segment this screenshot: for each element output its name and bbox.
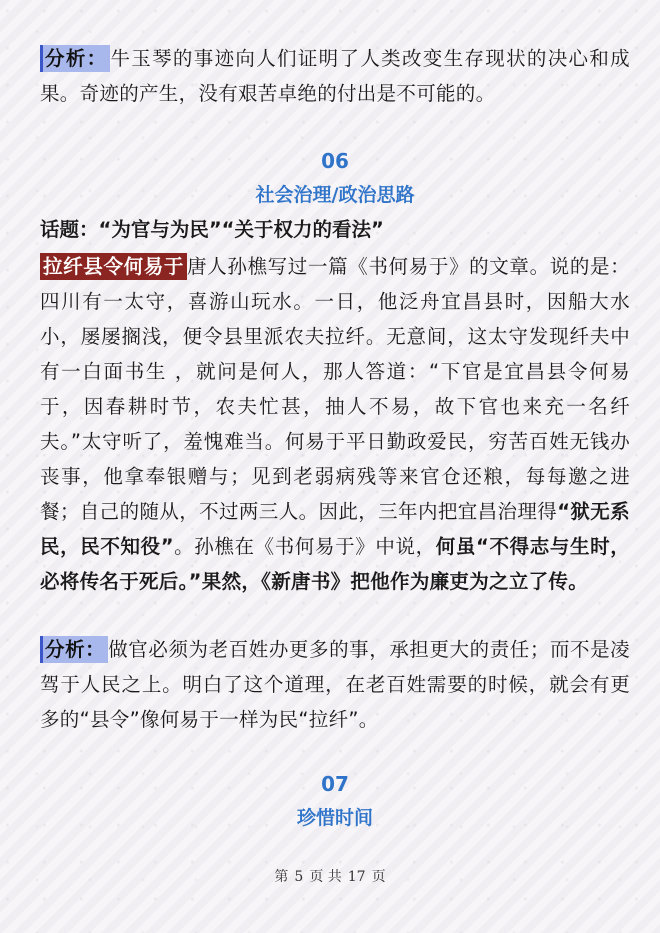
analysis-label: 分析：	[40, 636, 108, 663]
analysis-paragraph-2	[40, 632, 630, 737]
analysis-text: 做官必须为老百姓办更多的事，承担更大的责任；而不是凌驾于人民之上。明白了这个道理，在老百姓需要的时候，就会有更多的“县令”像何易于一样为民“拉纤”。	[40, 638, 630, 731]
story-quote-2: 何虽“不得志与生时，必将传名于死后。”果然，《新唐书》把他作为廉吏为之立了传。	[40, 535, 630, 593]
story-text-1: 唐人孙樵写过一篇《书何易于》的文章。说的是：四川有一太守，喜游山玩水。一日，他泛舟宜昌县时，因船大水小，屡屡搁浅，便令县里派农夫拉纤。无意间，这太守发现纤夫中有一白面书生 ，就问是何人，那人答道：“下官是宜昌县令何易于，因春耕时节，农夫忙甚，抽人不易，故下官也来充一名纤夫。”太守听了，羞愧难当。何易于平日勤政爱民，穷苦百姓无钱办丧事，他拿奉银赠与；见到老弱病残等来官仓还粮，每每邀之进餐；自己的随从，不过两三人。因此，三年内把宜昌治理得	[40, 255, 630, 523]
footer-prefix: 第	[274, 869, 289, 885]
footer-mid: 页 共	[309, 869, 342, 885]
section-title: 珍惜时间	[296, 807, 373, 829]
footer-suffix: 页	[371, 869, 386, 885]
section-number: 06	[321, 149, 349, 173]
footer-page-number: 5	[294, 869, 304, 885]
story-paragraph	[40, 249, 630, 599]
section-title: 社会治理/政治思路	[255, 184, 415, 206]
topic-heading: 话题：“为官与为民”“关于权力的看法”	[40, 218, 384, 241]
page-footer	[0, 866, 660, 886]
analysis-label: 分析：	[40, 45, 110, 72]
analysis-text: 牛玉琴的事迹向人们证明了人类改变生存现状的决心和成果。奇迹的产生，没有艰苦卓绝的付出是不可能的。	[40, 47, 630, 105]
footer-total-pages: 17	[347, 869, 366, 885]
story-quote-1: “狱无系民，民不知役”	[40, 500, 630, 558]
analysis-paragraph-1	[40, 41, 630, 111]
section-number: 07	[321, 772, 349, 796]
story-title-label: 拉纤县令何易于	[40, 253, 187, 280]
story-text-2: 。孙樵在《书何易于》中说，	[173, 535, 436, 558]
